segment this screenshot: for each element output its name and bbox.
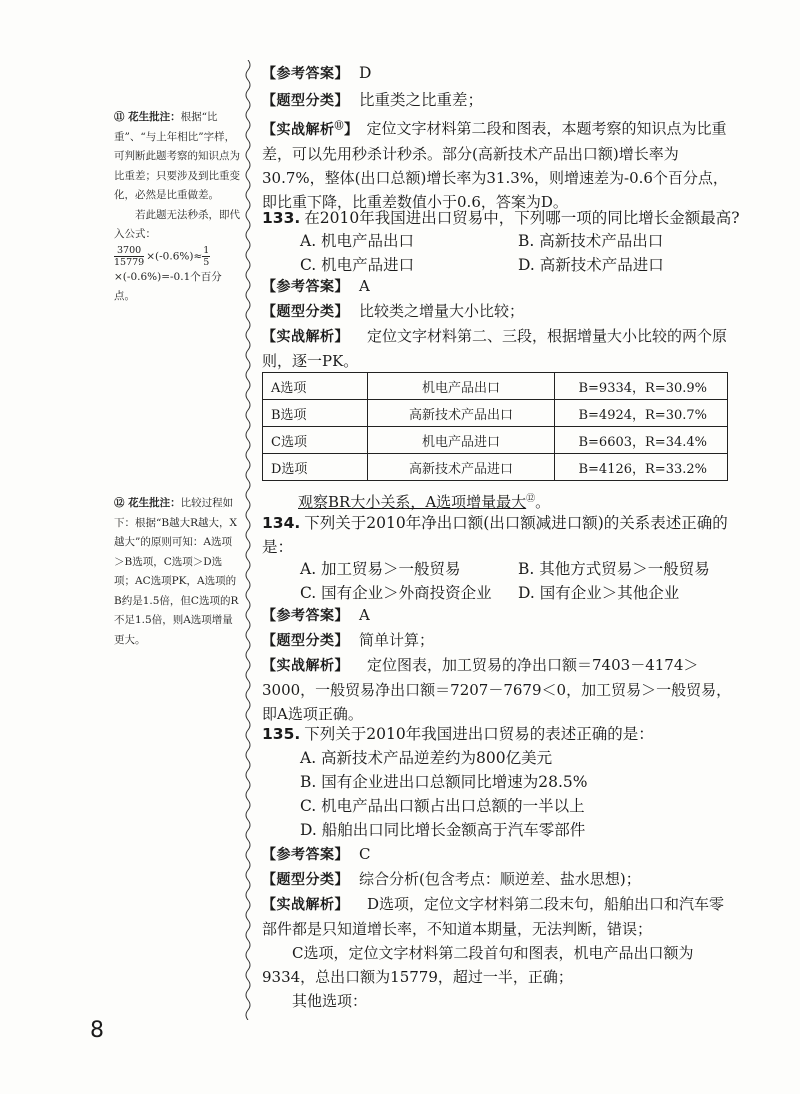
type-label: 【题型分类】 [262, 872, 349, 888]
note-11-text2: 若此题无法秒杀，即代入公式： [114, 208, 240, 240]
q135-option-d[interactable]: D. 船舶出口同比增长金额高于汽车零部件 [300, 821, 586, 839]
q134-option-a[interactable]: A. 加工贸易＞一般贸易 [300, 560, 461, 578]
type-value: 比较类之增量大小比较； [359, 302, 525, 320]
q134-option-c[interactable]: C. 国有企业＞外商投资企业 [300, 584, 492, 602]
comparison-table [262, 372, 728, 481]
answer-label: 【参考答案】 [262, 608, 349, 624]
q135-option-c[interactable]: C. 机电产品出口额占出口总额的一半以上 [300, 797, 585, 815]
question-number: 133. [262, 209, 301, 227]
analysis-text-3: 其他选项： [292, 992, 368, 1010]
type-label: 【题型分类】 [262, 633, 349, 649]
question-135-stem [262, 722, 738, 746]
answer-value: A [359, 606, 370, 624]
page-number: 8 [90, 1018, 104, 1043]
answer-label: 【参考答案】 [262, 66, 349, 82]
note-12-label: ⑫ 花生批注： [114, 497, 181, 509]
analysis-text: 定位文字材料第二段和图表，本题考察的知识点为比重差，可以先用秒杀计秒杀。部分(高新技术产品出口额)增长率为30.7%，整体(出口总额)增长率为31.3%，则增速差为-0.6个百分点，即比重下降，比重差数值小于0.6，答案为D。 [262, 119, 728, 211]
q133-option-d[interactable]: D. 高新技术产品进口 [518, 256, 664, 274]
question-134-stem [262, 511, 738, 559]
answer-label: 【参考答案】 [262, 847, 349, 863]
note-12-text: 比较过程如下：根据“B越大R越大，X越大”的原则可知：A选项＞B选项，C选项＞D选项；AC选项PK，A选项的B约是1.5倍，但C选项的R不足1.5倍，则A选项增量更大。 [114, 497, 239, 646]
question-133-stem [262, 206, 742, 230]
answer-value: D [359, 64, 372, 82]
question-text: 下列关于2010年我国进出口贸易的表述正确的是： [304, 725, 654, 743]
sidebar-note-12 [114, 494, 242, 650]
analysis-text: 定位文字材料第二、三段，根据增量大小比较的两个原则，逐一PK。 [262, 327, 728, 370]
formula-fraction-1: $\frac{3700}{15779}$ [114, 244, 145, 268]
analysis-label: 【实战解析】 [262, 329, 342, 345]
question-135-answer-block [262, 842, 738, 1013]
table-row: D选项 高新技术产品进口 B=4126，R=33.2% [263, 454, 728, 481]
q133-option-b[interactable]: B. 高新技术产品出口 [518, 232, 664, 250]
q133-option-c[interactable]: C. 机电产品进口 [300, 256, 415, 274]
question-number: 134. [262, 514, 301, 532]
table-row: C选项 机电产品进口 B=6603，R=34.4% [263, 427, 728, 454]
analysis-text-2: C选项，定位文字材料第二段首句和图表，机电产品出口额为9334，总出口额为15779，超过一半，正确； [262, 944, 694, 986]
question-number: 135. [262, 725, 301, 743]
formula-fraction-2: $\frac{1}{5}$ [203, 244, 210, 268]
answer-value: C [359, 845, 371, 863]
type-value: 综合分析(包含考点：顺逆差、盐水思想)； [359, 870, 641, 888]
analysis-text: D选项，定位文字材料第二段末句，船舶出口和汽车零部件都是只知道增长率，不知道本期量，无法判断，错误； [262, 895, 725, 938]
q134-option-d[interactable]: D. 国有企业＞其他企业 [518, 584, 680, 602]
type-label: 【题型分类】 [262, 93, 349, 109]
q133-conclusion: 观察BR大小关系，A选项增量最大⑫。 [298, 493, 551, 511]
analysis-label: 【实战解析】 [262, 897, 342, 913]
q134-option-b[interactable]: B. 其他方式贸易＞一般贸易 [518, 560, 710, 578]
q135-option-b[interactable]: B. 国有企业进出口总额同比增速为28.5% [300, 773, 588, 791]
sidebar-note-11 [114, 108, 242, 307]
type-label: 【题型分类】 [262, 304, 349, 320]
type-value: 简单计算； [359, 631, 435, 649]
question-text: 在2010年我国进出口贸易中，下列哪一项的同比增长金额最高? [304, 209, 740, 227]
note-11-formula: $\frac{3700}{15779}$ ×(-0.6%)≈ $\frac{1}{5}$ ×(-0.6%)=-0.1个百分点。 [114, 244, 222, 302]
note-11-text: 根据“比重”、“与上年相比”字样，可判断此题考察的知识点为比重差；只要涉及到比重变化，必然是比重做差。 [114, 111, 240, 201]
q135-option-a[interactable]: A. 高新技术产品逆差约为800亿美元 [300, 749, 553, 767]
table-row: B选项 高新技术产品出口 B=4924，R=30.7% [263, 400, 728, 427]
table-row: A选项 机电产品出口 B=9334，R=30.9% [263, 373, 728, 400]
analysis-label: 【实战解析⑪】 [262, 121, 352, 138]
wavy-divider [240, 60, 256, 1020]
type-value: 比重类之比重差； [359, 91, 484, 109]
analysis-text: 定位图表，加工贸易的净出口额＝7403－4174＞3000，一般贸易净出口额＝7207－7679＜0，加工贸易＞一般贸易，即A选项正确。 [262, 656, 732, 723]
q133-option-a[interactable]: A. 机电产品出口 [300, 232, 415, 250]
analysis-label: 【实战解析】 [262, 658, 342, 674]
note-11-label: ⑪ 花生批注： [114, 111, 181, 123]
answer-label: 【参考答案】 [262, 279, 349, 295]
question-132-answer-block [262, 60, 738, 214]
question-text: 下列关于2010年净出口额(出口额减进口额)的关系表述正确的是： [262, 514, 728, 556]
answer-value: A [359, 277, 370, 295]
question-134-answer-block [262, 603, 738, 726]
question-133-answer-block [262, 274, 738, 373]
